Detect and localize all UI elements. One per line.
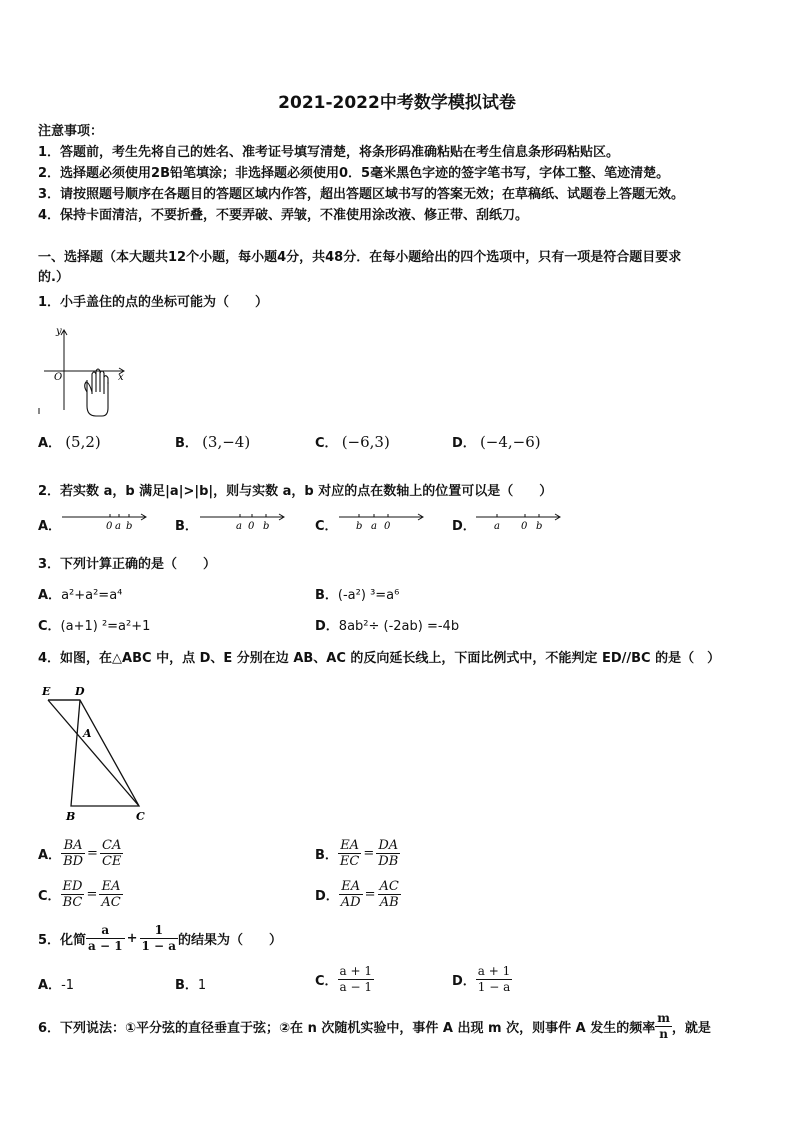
option-label: A． xyxy=(38,848,62,863)
option-label: C． xyxy=(315,519,338,534)
hand-icon xyxy=(85,369,108,416)
fraction: $\frac{m}{n}$ xyxy=(657,1011,670,1041)
option-value: a²+a²=a⁴ xyxy=(61,588,123,603)
mark: a xyxy=(236,521,242,532)
q5-option-a[interactable] xyxy=(38,974,74,993)
number-line-b xyxy=(198,508,290,534)
option-label: B． xyxy=(175,519,198,534)
coordinate-graph xyxy=(36,322,136,417)
q3-option-a[interactable] xyxy=(38,584,122,603)
q4-option-c[interactable]: C． $\frac{ED}{BC}$ = $\frac{EA}{AC}$ xyxy=(38,879,121,910)
triangle-figure xyxy=(38,682,158,824)
option-value: -1 xyxy=(61,978,75,993)
q2-option-b[interactable] xyxy=(175,515,198,534)
notes-heading: 注意事项： xyxy=(38,124,104,139)
option-label: D． xyxy=(315,889,339,904)
fraction: $\frac{a + 1}{1 - a}$ xyxy=(477,964,511,994)
graph-origin-label: O xyxy=(54,372,63,383)
question-1-stem: 1．小手盖住的点的坐标可能为（ ） xyxy=(38,295,269,310)
mark: a xyxy=(371,521,377,532)
q1-option-a[interactable] xyxy=(38,432,101,451)
point-label: E xyxy=(42,685,51,698)
option-label: D． xyxy=(452,974,476,989)
option-label: D． xyxy=(315,619,339,634)
option-label: B． xyxy=(315,848,338,863)
option-label: A． xyxy=(38,588,62,603)
option-value: (-a²) ³=a⁶ xyxy=(337,588,400,603)
question-5-stem: 5．化简 $\frac{a}{a - 1}$ + $\frac{1}{1 - a}$ 的结果为（ ） xyxy=(38,923,283,953)
option-value: 1 xyxy=(197,978,207,993)
number-line-c xyxy=(337,508,429,534)
fraction: $\frac{CA}{CE}$ xyxy=(101,838,122,869)
fraction: $\frac{DA}{DB}$ xyxy=(378,838,399,869)
question-6-stem: 6．下列说法：①平分弦的直径垂直于弦；②在 n 次随机实验中，事件 A 出现 m 次，则事件 A 发生的频率 $\frac{m}{n}$ ，就是 xyxy=(38,1011,711,1041)
option-label: A． xyxy=(38,519,62,534)
fraction: $\frac{1}{1 - a}$ xyxy=(141,923,177,953)
point-label: B xyxy=(66,810,76,823)
option-label: D． xyxy=(452,436,476,451)
q1-option-d[interactable] xyxy=(452,432,541,451)
mark: b xyxy=(263,521,270,532)
option-label: B． xyxy=(175,436,198,451)
mark: 0 xyxy=(521,521,528,532)
q2-option-d[interactable] xyxy=(452,515,476,534)
option-label: C． xyxy=(315,974,338,989)
q5-option-c[interactable] xyxy=(315,964,374,995)
q4-option-b[interactable]: B． $\frac{EA}{EC}$ = $\frac{DA}{DB}$ xyxy=(315,838,399,869)
fraction: $\frac{BA}{BD}$ xyxy=(63,838,84,869)
mark: b xyxy=(126,521,133,532)
q2-option-a[interactable] xyxy=(38,515,61,534)
mark: b xyxy=(536,521,543,532)
q5-option-d[interactable] xyxy=(452,964,512,995)
fraction: $\frac{EA}{AC}$ xyxy=(101,879,121,910)
mark: a xyxy=(494,521,500,532)
page-title: 2021-2022中考数学模拟试卷 xyxy=(278,93,516,113)
q2-option-c[interactable] xyxy=(315,515,338,534)
q1-option-c[interactable] xyxy=(315,432,390,451)
option-label: B． xyxy=(175,978,198,993)
option-value: 8ab²÷ (-2ab) =-4b xyxy=(338,619,460,634)
option-label: C． xyxy=(38,889,61,904)
mark: b xyxy=(356,521,363,532)
graph-y-label: y xyxy=(56,326,62,337)
point-label: A xyxy=(83,727,92,740)
option-value: (5,2) xyxy=(65,433,101,451)
option-label: B． xyxy=(315,588,338,603)
fraction: $\frac{ED}{BC}$ xyxy=(62,879,83,910)
option-value: (−4,−6) xyxy=(479,433,541,451)
fraction: $\frac{a + 1}{a - 1}$ xyxy=(339,964,373,994)
option-label: A． xyxy=(38,436,62,451)
mark: a xyxy=(115,521,121,532)
mark: 0 xyxy=(384,521,391,532)
q4-option-d[interactable]: D． $\frac{EA}{AD}$ = $\frac{AC}{AB}$ xyxy=(315,879,399,910)
q4-option-a[interactable]: A． $\frac{BA}{BD}$ = $\frac{CA}{CE}$ xyxy=(38,838,122,869)
q3-option-b[interactable] xyxy=(315,584,399,603)
q1-option-b[interactable] xyxy=(175,432,250,451)
option-label: C． xyxy=(38,619,61,634)
fraction: $\frac{AC}{AB}$ xyxy=(379,879,399,910)
note-item: 3．请按照题号顺序在各题目的答题区域内作答，超出答题区域书写的答案无效；在草稿纸、试题卷上答题无效。 xyxy=(38,187,685,202)
option-label: C． xyxy=(315,436,338,451)
option-value: (−6,3) xyxy=(341,433,390,451)
note-item: 1．答题前，考生先将自己的姓名、准考证号填写清楚，将条形码准确粘贴在考生信息条形码粘贴区。 xyxy=(38,145,620,160)
section-heading: 一、选择题（本大题共12个小题，每小题4分，共48分．在每小题给出的四个选项中，只有一项是符合题目要求 xyxy=(38,250,682,265)
q3-option-c[interactable] xyxy=(38,615,150,634)
question-2-stem: 2．若实数 a，b 满足|a|>|b|，则与实数 a，b 对应的点在数轴上的位置可以是（ ） xyxy=(38,484,553,499)
q5-option-b[interactable] xyxy=(175,974,206,993)
graph-x-label: x xyxy=(118,372,124,383)
point-label: D xyxy=(75,685,85,698)
point-label: C xyxy=(136,810,145,823)
fraction: $\frac{EA}{AD}$ xyxy=(340,879,361,910)
option-value: (a+1) ²=a²+1 xyxy=(60,619,151,634)
question-4-stem: 4．如图，在△ABC 中，点 D、E 分别在边 AB、AC 的反向延长线上，下面比例式中，不能判定 ED//BC 的是（ ） xyxy=(38,651,721,666)
mark: 0 xyxy=(248,521,255,532)
note-item: 2．选择题必须使用2B铅笔填涂；非选择题必须使用0．5毫米黑色字迹的签字笔书写，字体工整、笔迹清楚。 xyxy=(38,166,670,181)
q3-option-d[interactable] xyxy=(315,615,459,634)
option-value: (3,−4) xyxy=(202,433,251,451)
option-label: D． xyxy=(452,519,476,534)
number-line-a xyxy=(60,508,152,534)
fraction: $\frac{a}{a - 1}$ xyxy=(88,923,123,953)
section-heading-cont: 的.） xyxy=(38,270,69,285)
question-3-stem: 3．下列计算正确的是（ ） xyxy=(38,557,217,572)
number-line-d xyxy=(474,508,566,534)
option-label: A． xyxy=(38,978,62,993)
fraction: $\frac{EA}{EC}$ xyxy=(339,838,360,869)
note-item: 4．保持卡面清洁，不要折叠，不要弄破、弄皱，不准使用涂改液、修正带、刮纸刀。 xyxy=(38,208,529,223)
mark: 0 xyxy=(106,521,113,532)
